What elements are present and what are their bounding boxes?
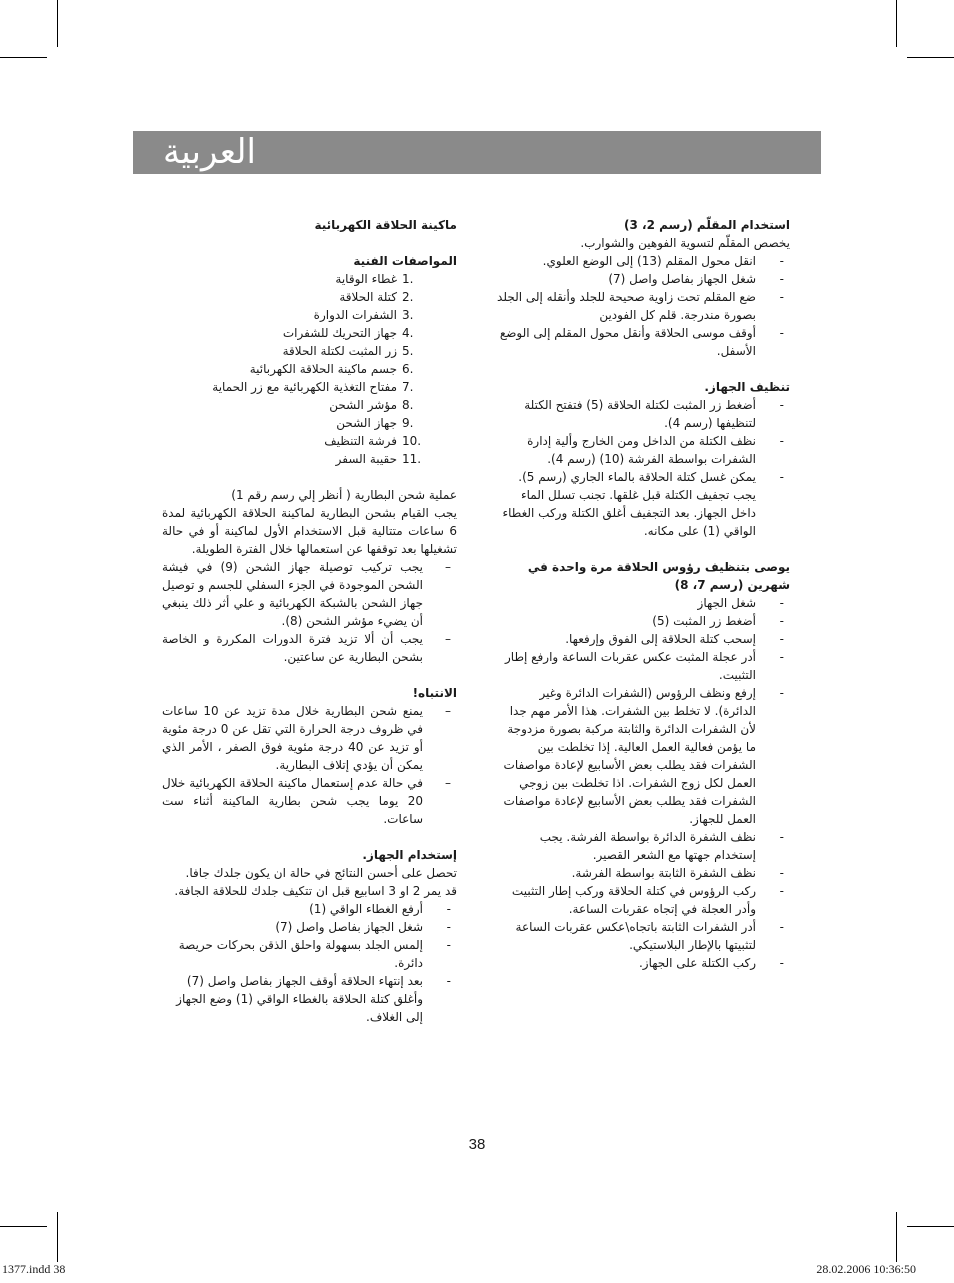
list-item: - أضغط زر المثبت لكتلة الحلاقة (5) فتفتح الكتلة لتنظيفها (رسم 4). <box>524 398 784 430</box>
crop-mark <box>896 1212 897 1262</box>
crop-mark <box>0 1226 47 1227</box>
list-item: - نظف الشفرة الثابتة بواسطة الفرشة. <box>571 866 784 880</box>
spec-item: 2. كتلة الحلاقة <box>339 290 414 304</box>
left-column <box>162 216 457 1026</box>
list-item: – في حالة عدم إستعمال ماكينة الحلاقة الكهربائية خلال 20 يوما يجب شحن بطارية الماكينة أثناء ست ساعات. <box>162 776 451 826</box>
crop-mark <box>57 0 58 47</box>
crop-mark <box>907 1226 954 1227</box>
list-item: – يجب أن ألا تزيد فترة الدورات المكررة و الخاصة بشحن البطارية عن ساعتين. <box>162 632 451 664</box>
spec-item: 6. جسم ماكينة الحلاقة الكهربائية <box>249 362 414 376</box>
specs-title: المواصفات الفنية <box>353 254 457 268</box>
list-item: - ركب الكتلة على الجهاز. <box>638 956 784 970</box>
crop-mark <box>57 1212 58 1262</box>
use-title: إستخدام الجهاز. <box>362 848 457 862</box>
spec-item: 1. غطاء الوقاية <box>335 272 414 286</box>
spec-item: 11. حقيبة السفر <box>335 452 422 466</box>
footer-datetime: 28.02.2006 10:36:50 <box>816 1262 916 1276</box>
list-item: - إلمس الجلد بسهولة واحلق الذقن بحركات حريصة دائرة. <box>178 938 451 970</box>
crop-mark <box>0 57 47 58</box>
list-item: – يمنع شحن البطارية خلال مدة تزيد عن 10 ساعات في ظروف درجة الحرارة التي تقل عن 0 درجة مئوية أو تزيد عن 40 درجة مئوية فوق الصفر ، الأمر الذي يمكن أن يؤدي إتلاف البطارية. <box>162 704 451 772</box>
main-title: ماكينة الحلاقة الكهربائية <box>314 218 457 232</box>
usage-title: استخدام المقلّم (رسم 2، 3) <box>624 218 790 232</box>
list-item: - يمكن غسل كتلة الحلاقة بالماء الجاري (رسم 5). يجب تجفيف الكتلة قبل غلقها. تجنب تسلل الماء داخل الجهاز. بعد التجفيف أغلق الكتلة وركب الغطاء الواقي (1) على مكانه. <box>502 470 784 538</box>
list-item: - شغل الجهاز <box>697 596 784 610</box>
spec-item: 5. زر المثبت لكتلة الحلاقة <box>282 344 414 358</box>
heads-title: يوصى بتنظيف رؤوس الحلاقة مرة واحدة في شهرين (رسم 7، 8) <box>527 560 790 592</box>
list-item: - أوقف موسى الحلاقة وأنقل محول المقلم إلى الوضع الأسفل. <box>499 326 784 358</box>
list-item: - شغل الجهاز بفاصل واصل (7) <box>608 272 784 286</box>
heads-list <box>495 594 790 972</box>
list-item: - شغل الجهاز بفاصل واصل (7) <box>275 920 451 934</box>
list-item: - إرفع ونظف الرؤوس (الشفرات الدائرة وغير الدائرة). لا تخلط بين الشفرات. هذا الأمر مهم جدا لأن الشفرات الدائرة والثابتة مركبة بصورة مزدوجة ما يؤمن فعالية العمل العالية. إذا تخلطت بين الشفرات فقد يطلب بعض الأسابيع لإعادة مواصفات العمل لكل زوج الشفرات. اذا تخلطت بين زوجي الشفرات فقد يطلب بعض الأسابيع لإعادة مواصفات العمل للجهاز. <box>503 686 784 826</box>
charging-list <box>162 558 457 666</box>
use-list <box>162 900 457 1026</box>
list-item: - انقل محول المقلم (13) إلى الوضع العلوي. <box>542 254 784 268</box>
list-item: - أضغط زر المثبت (5) <box>652 614 784 628</box>
usage-intro: يخصص المقلّم لتسوية الفوهين والشوارب. <box>580 236 790 250</box>
footer-filename: 1377.indd 38 <box>2 1262 66 1276</box>
list-item: - ركب الرؤوس في كتلة الحلاقة وركب إطار التثبيت وأدر العجلة في إتجاه عقربات الساعة. <box>511 884 784 916</box>
cleaning-title: تنظيف الجهاز. <box>704 380 790 394</box>
list-item: - نظف الشفرة الدائرة بواسطة الفرشة. يجب إستخدام جهتها مع الشعر القصير. <box>539 830 784 862</box>
use-intro: قد يمر 2 او 3 اسابيع قبل ان تتكيف جلدك للحلاقة الجافة. <box>174 884 457 898</box>
spec-item: 10. فرشة التنظيف <box>324 434 422 448</box>
banner-title: العربية <box>163 132 256 172</box>
usage-list <box>495 252 790 360</box>
spec-item: 9. جهاز الشحن <box>336 416 414 430</box>
list-item: - أرفع الغطاء الواقي (1) <box>309 902 451 916</box>
charging-title: عملية شحن البطارية ( أنظر إلي رسم رقم 1) <box>231 488 457 502</box>
specs-list <box>162 270 457 468</box>
list-item: - إسحب كتلة الحلاقة إلى الفوق وإرفعها. <box>565 632 784 646</box>
list-item: - أدر عجلة المثبت عكس عقربات الساعة وارفع إطار التثبيت. <box>505 650 784 682</box>
spec-item: 4. جهاز التحريك للشفرات <box>282 326 414 340</box>
cleaning-list <box>495 396 790 540</box>
crop-mark <box>907 57 954 58</box>
list-item: - بعد إنتهاء الحلاقة أوقف الجهاز بفاصل واصل (7) وأغلق كتلة الحلاقة بالغطاء الواقي (1) وضع الجهاز إلى الغلاف. <box>176 974 451 1024</box>
language-banner <box>133 131 821 174</box>
spec-item: 3. الشفرات الدوارة <box>313 308 414 322</box>
list-item: - ضع المقلم تحت زاوية صحيحة للجلد وأنقله إلى الجلد بصورة مندرجة. قلم كل الفودين <box>497 290 784 322</box>
spec-item: 8. مؤشر الشحن <box>329 398 414 412</box>
list-item: – يجب تركيب توصيلة جهاز الشحن (9) في فيشة الشحن الموجودة في الجزء السفلي للجسم و توصيل جهاز الشحن بالشبكة الكهربائية و علي أثر ذلك ينبغي أن يضيء مؤشر الشحن (8). <box>162 560 451 628</box>
right-column <box>495 216 790 972</box>
warning-title: الانتباه! <box>412 686 457 700</box>
charging-text: يجب القيام بشحن البطارية لماكينة الحلاقة الكهربائية لمدة 6 ساعات متتالية قبل الاستخدام الأول لماكينة أو في حالة تشغيلها بعد توقفها عن استعمالها خلال الفترة الطويلة. <box>162 506 457 556</box>
use-intro: تحصل على أحسن النتائج في حالة ان يكون جلدك جافا. <box>185 866 457 880</box>
crop-mark <box>896 0 897 47</box>
list-item: - أدر الشفرات الثابتة باتجاه\عكس عقربات الساعة لتثبيتها بالإطار البلاستيكي. <box>515 920 784 952</box>
list-item: - نظف الكتلة من الداخل ومن الخارج وألية إدارة الشفرات بواسطة الفرشة (10) (رسم 4). <box>527 434 784 466</box>
page-number: 38 <box>468 1136 486 1153</box>
warning-list <box>162 702 457 828</box>
spec-item: 7. مفتاح التغذية الكهربائية مع زر الحماية <box>212 380 414 394</box>
